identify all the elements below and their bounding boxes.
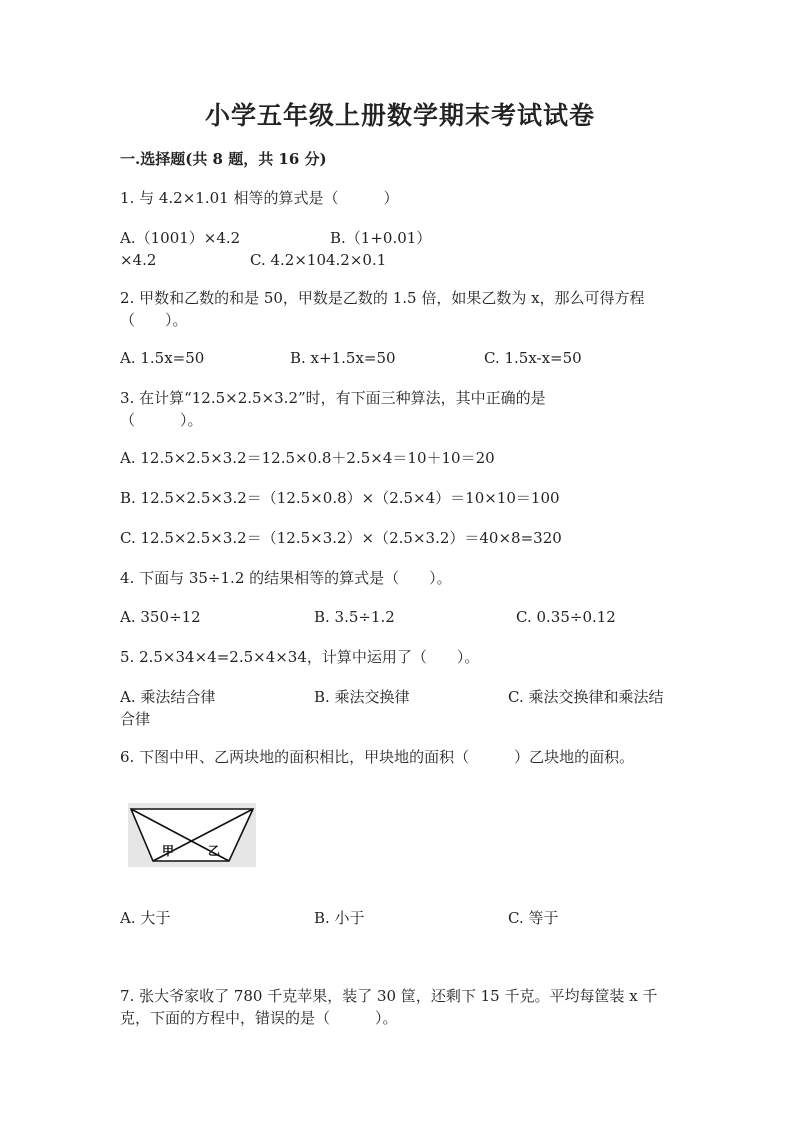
question-4-option-a: A. 350÷12 [120, 608, 201, 626]
question-1-option-a: A.（1001）×4.2 [120, 229, 241, 247]
question-5-option-b: B. 乘法交换律 [314, 688, 410, 706]
question-2-option-c: C. 1.5x-x=50 [484, 349, 582, 367]
question-7-stem-line-2: 克，下面的方程中，错误的是（ ）。 [120, 1009, 398, 1027]
page-title: 小学五年级上册数学期末考试试卷 [204, 101, 595, 130]
label-yi: 乙 [208, 844, 221, 858]
question-1-stem: 1. 与 4.2×1.01 相等的算式是（ ） [120, 189, 399, 207]
section-header: 一.选择题(共 8 题，共 16 分) [120, 150, 327, 168]
question-7-stem-line-1: 7. 张大爷家收了 780 千克苹果，装了 30 筐，还剩下 15 千克。平均每筐装 x 千 [120, 987, 658, 1005]
question-4-option-b: B. 3.5÷1.2 [314, 608, 395, 626]
question-2 [120, 287, 700, 331]
label-jia: 甲 [162, 844, 175, 858]
question-3 [120, 387, 680, 431]
question-4-option-c: C. 0.35÷0.12 [516, 608, 616, 626]
question-2-option-a: A. 1.5x=50 [120, 349, 205, 367]
question-3-stem-line-1: 3. 在计算“12.5×2.5×3.2”时，有下面三种算法，其中正确的是 [120, 389, 546, 407]
question-3-option-b: B. 12.5×2.5×3.2＝（12.5×0.8）×（2.5×4）＝10×10＝100 [120, 489, 560, 507]
question-6-option-c: C. 等于 [508, 909, 559, 927]
trapezoid-diagram [128, 803, 256, 867]
question-5-option-a: A. 乘法结合律 [120, 688, 216, 706]
question-4-stem: 4. 下面与 35÷1.2 的结果相等的算式是（ ）。 [120, 569, 452, 587]
question-5-stem: 5. 2.5×34×4=2.5×4×34，计算中运用了（ ）。 [120, 648, 480, 666]
question-2-stem-line-1: 2. 甲数和乙数的和是 50，甲数是乙数的 1.5 倍，如果乙数为 x，那么可得方程 [120, 289, 645, 307]
question-1 [120, 187, 680, 209]
question-6-option-b: B. 小于 [314, 909, 365, 927]
question-5-option-c: C. 乘法交换律和乘法结 [508, 688, 664, 706]
question-4 [120, 567, 680, 589]
question-6 [120, 746, 700, 768]
question-1-option-c: C. 4.2×104.2×0.1 [250, 251, 387, 269]
question-7 [120, 985, 700, 1029]
question-3-option-a: A. 12.5×2.5×3.2＝12.5×0.8＋2.5×4＝10＋10＝20 [120, 449, 495, 467]
question-6-stem: 6. 下图中甲、乙两块地的面积相比，甲块地的面积（ ）乙块地的面积。 [120, 748, 635, 766]
question-2-option-b: B. x+1.5x=50 [290, 349, 396, 367]
question-3-stem-line-2: （ ）。 [120, 411, 203, 429]
question-5 [120, 646, 680, 668]
question-1-option-b-continued: ×4.2 [120, 251, 157, 269]
question-1-option-b: B.（1+0.01） [330, 229, 432, 247]
question-2-stem-line-2: （ ）。 [120, 311, 188, 329]
question-5-option-c-continued: 合律 [120, 710, 151, 728]
question-6-option-a: A. 大于 [120, 909, 171, 927]
trapezoid-figure [128, 803, 256, 867]
question-3-option-c: C. 12.5×2.5×3.2＝（12.5×3.2）×（2.5×3.2）＝40×8=320 [120, 529, 562, 547]
